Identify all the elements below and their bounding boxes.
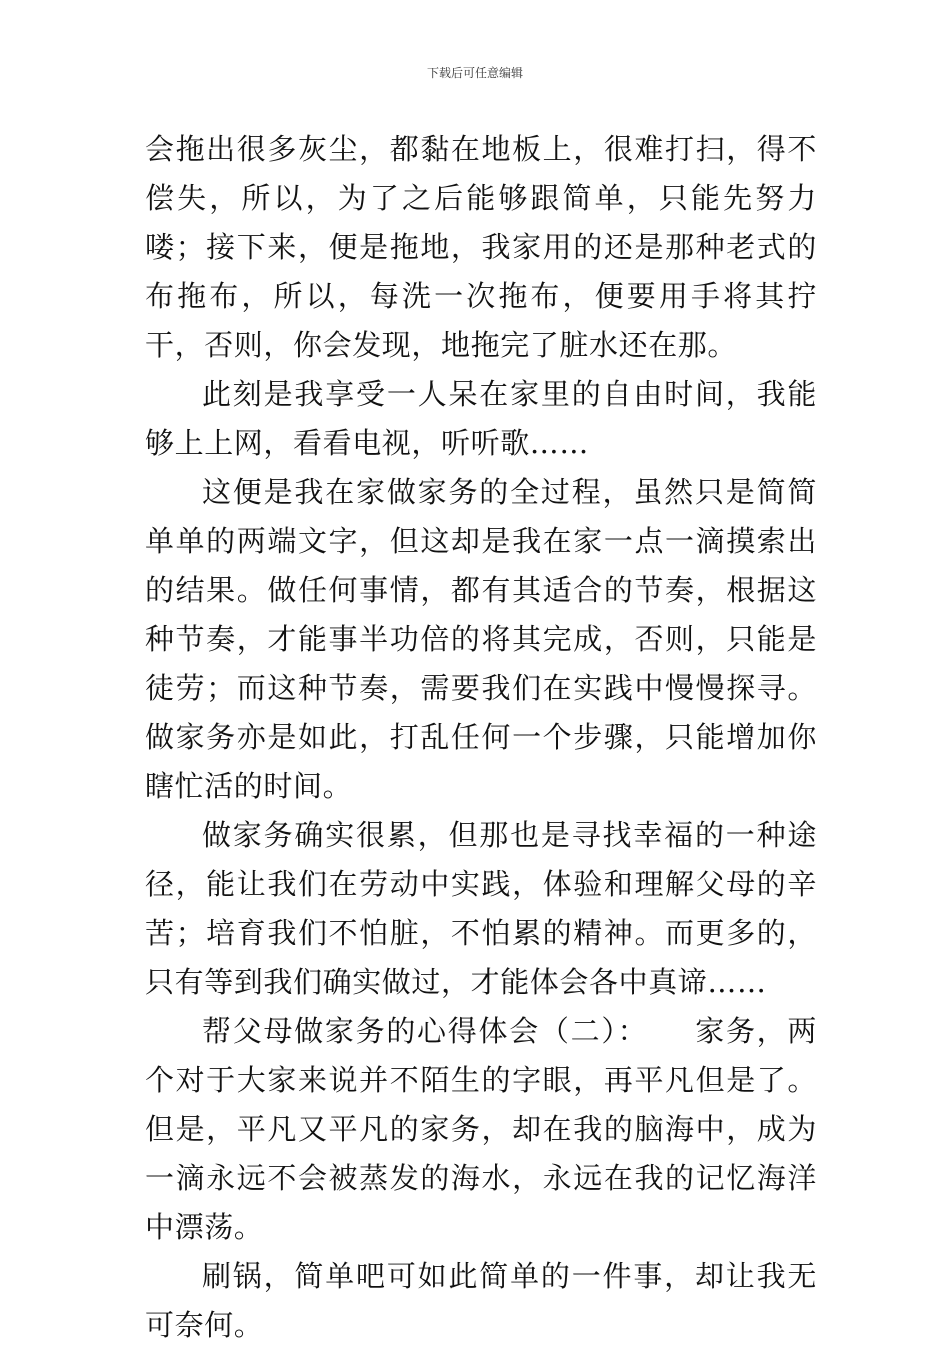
document-body <box>145 125 817 1350</box>
paragraph-2: 此刻是我享受一人呆在家里的自由时间，我能够上上网，看看电视，听听歌…… <box>145 377 817 460</box>
paragraph-6: 刷锅，简单吧可如此简单的一件事，却让我无可奈何。 <box>145 1259 817 1342</box>
paragraph-4: 做家务确实很累，但那也是寻找幸福的一种途径，能让我们在劳动中实践，体验和理解父母的辛苦；培育我们不怕脏，不怕累的精神。而更多的，只有等到我们确实做过，才能体会各中真谛…… <box>145 818 817 999</box>
page-header-note: 下载后可任意编辑 <box>426 66 523 80</box>
paragraph-3: 这便是我在家做家务的全过程，虽然只是简简单单的两端文字，但这却是我在家一点一滴摸索出的结果。做任何事情，都有其适合的节奏，根据这种节奏，才能事半功倍的将其完成，否则，只能是徒劳；而这种节奏，需要我们在实践中慢慢探寻。做家务亦是如此，打乱任何一个步骤，只能增加你瞎忙活的时间。 <box>145 475 817 803</box>
paragraph-5: 帮父母做家务的心得体会（二）： 家务，两个对于大家来说并不陌生的字眼，再平凡但是了。但是，平凡又平凡的家务，却在我的脑海中，成为一滴永远不会被蒸发的海水，永远在我的记忆海洋中漂荡。 <box>145 1014 817 1244</box>
paragraph-1: 会拖出很多灰尘，都黏在地板上，很难打扫，得不偿失，所以，为了之后能够跟简单，只能先努力喽；接下来，便是拖地，我家用的还是那种老式的布拖布，所以，每洗一次拖布，便要用手将其拧干，否则，你会发现，地拖完了脏水还在那。 <box>145 132 817 362</box>
